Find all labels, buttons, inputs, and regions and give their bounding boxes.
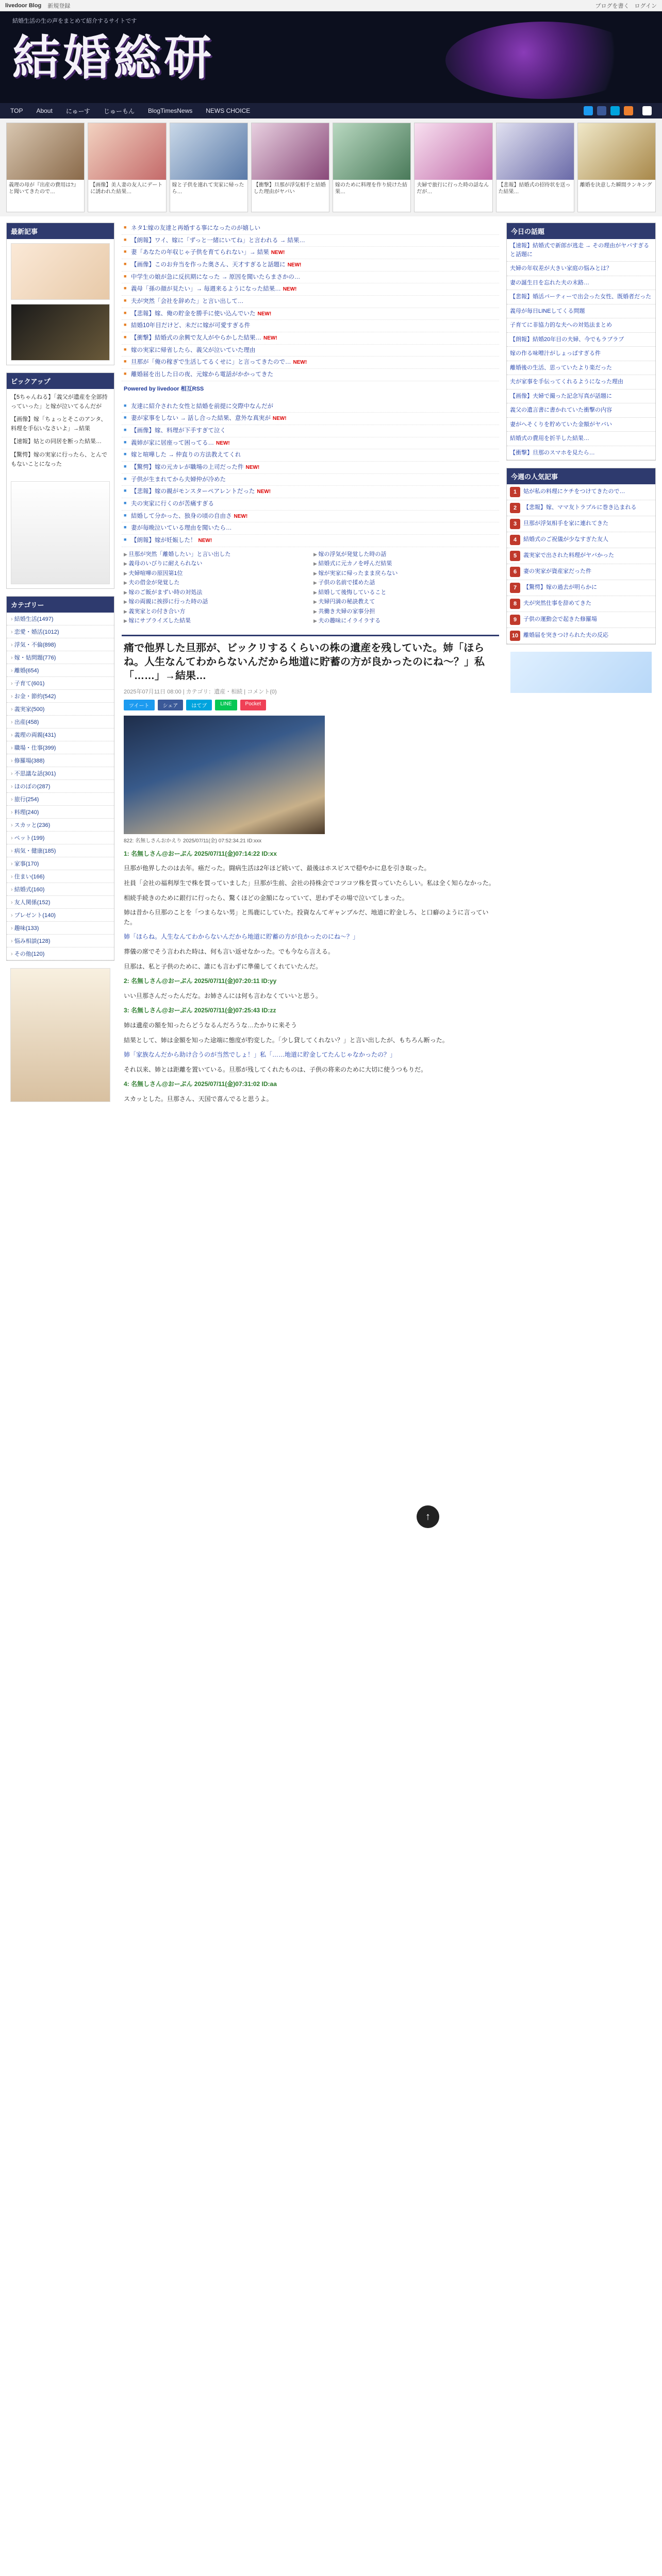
new-badge: NEW! [271, 250, 285, 256]
featured-thumb[interactable] [6, 123, 85, 212]
feed-item-title: 【朗報】ワイ、嫁に「ずっと一緒にいてね」と言われる → 結果… [131, 237, 305, 244]
news-item[interactable]: 妻の誕生日を忘れた夫の末路… [507, 276, 655, 291]
article-paragraph: 結果として、姉は金額を知った途端に態度が豹変した。「少し貸してくれない？」と言い出したが、もちろん断った。 [124, 1036, 449, 1044]
news-item[interactable]: 義母が毎日LINEしてくる問題 [507, 304, 655, 319]
category-link[interactable]: › 料理(240) [7, 806, 114, 819]
article [122, 635, 499, 1114]
category-link[interactable]: › ペット(199) [7, 832, 114, 844]
feed-item-title: 子供が生まれてから夫婦仲が冷めた [131, 476, 226, 483]
feed-item-title: 【悲報】嫁、俺の貯金を勝手に使い込んでいた [131, 310, 256, 317]
news-item[interactable]: 【朗報】結婚20年目の夫婦、今でもラブラブ [507, 333, 655, 347]
rank-number: 8 [510, 599, 520, 609]
signup-link[interactable]: 新規登録 [47, 3, 71, 9]
feed-item[interactable] [122, 332, 499, 345]
related-link[interactable]: ▶ 夫婦円満の秘訣教えて [313, 598, 497, 606]
thumb-caption: 【画像】美人妻の友人にデートに誘われた結果… [90, 182, 163, 195]
feed-item[interactable] [122, 401, 499, 413]
share-buttons [124, 700, 497, 710]
main-layout [0, 216, 662, 1114]
feed-item[interactable] [122, 308, 499, 320]
rank-number: 10 [510, 631, 520, 641]
nav-about[interactable]: About [36, 107, 53, 114]
rank-item[interactable] [507, 484, 655, 500]
feed-item-title: 妻「あなたの年収じゃ子供を育てられない」→ 結果 [131, 249, 269, 256]
article-paragraph: それ以来、姉とは距離を置いている。旦那が残してくれたものは、子供の将来のために大切に使うつもりだ。 [124, 1065, 427, 1073]
feed-item[interactable] [122, 437, 499, 450]
feed-item-title: 【画像】嫁、料理が下手すぎて泣く [131, 428, 226, 434]
rank-number: 4 [510, 535, 520, 545]
rank-number: 9 [510, 615, 520, 625]
recommend-box [6, 223, 114, 365]
related-link[interactable]: ▶ 義母のいびりに耐えられない [124, 560, 307, 568]
livedoor-logo[interactable]: livedoor Blog [5, 2, 42, 9]
rank-number: 6 [510, 567, 520, 577]
feed-item[interactable] [122, 522, 499, 535]
category-link[interactable]: › 結婚生活(1497) [7, 613, 114, 625]
news-item[interactable]: 夫婦の年収差が大きい家庭の悩みとは？ [507, 262, 655, 276]
rss-feed-list [122, 223, 499, 381]
featured-thumb[interactable] [414, 123, 492, 212]
article-paragraph: 姉は昔から旦那のことを「つまらない男」と馬鹿にしていた。投資なんてギャンブルだ、地道に貯金しろ、と口癖のように言っていた。 [124, 909, 489, 926]
thumb-image [7, 123, 84, 180]
facebook-share-button[interactable]: シェア [158, 700, 184, 710]
feed-item-title: 旦那が「俺の稼ぎで生活してるくせに」と言ってきたので… [131, 359, 291, 366]
feed-item[interactable] [122, 369, 499, 381]
rank-title: 夫が突然仕事を辞めてきた [523, 600, 591, 606]
feed-item[interactable] [122, 486, 499, 498]
feed-item[interactable] [122, 357, 499, 369]
thumb-image [578, 123, 655, 180]
category-link[interactable]: › ほのぼの(287) [7, 780, 114, 793]
category-link[interactable]: › 子育て(601) [7, 677, 114, 690]
line-share-button[interactable]: LINE [215, 700, 237, 710]
feed-item-title: 【驚愕】嫁の元カレが職場の上司だった件 [131, 464, 244, 471]
category-link[interactable]: › 不思議な話(301) [7, 767, 114, 780]
feed-item[interactable] [122, 413, 499, 425]
featured-thumb[interactable] [170, 123, 248, 212]
news-item[interactable]: 【悲報】婚活パーティーで出会った女性、既婚者だった [507, 290, 655, 304]
category-link[interactable]: › 離婚(654) [7, 664, 114, 677]
rank-number: 2 [510, 503, 520, 513]
thumb-caption: 【衝撃】旦那が浮気相手と結婚した理由がヤバい [253, 182, 326, 195]
thumb-caption: 夫婦で旅行に行った時の話なんだが… [417, 182, 489, 195]
new-badge: NEW! [257, 311, 272, 317]
feed-item-title: 友達に紹介された女性と結婚を前提に交際中なんだが [131, 403, 273, 410]
thumb-image [252, 123, 329, 180]
site-header [0, 11, 662, 103]
category-link[interactable]: › 恋愛・婚活(1012) [7, 625, 114, 638]
related-link[interactable]: ▶ 共働き夫婦の家事分担 [313, 607, 497, 616]
news-heading: 今日の話題 [507, 223, 655, 239]
category-link[interactable]: › その他(120) [7, 947, 114, 960]
rank-number: 7 [510, 583, 520, 593]
article-paragraph: 社員「会社の福利厚生で株を買っていました」旦那が生前、会社の持株会でコツコツ株を買っていたらしい。私は全く知らなかった。 [124, 879, 495, 887]
new-badge: NEW! [283, 286, 297, 293]
featured-thumbnails [0, 118, 662, 216]
rank-title: 【悲報】嫁、ママ友トラブルに巻き込まれる [523, 504, 637, 511]
new-badge: NEW! [198, 538, 212, 544]
nav-blogtimes[interactable]: BlogTimesNews [148, 107, 193, 114]
category-link[interactable]: › 義理の両親(431) [7, 728, 114, 741]
ad-banner[interactable] [10, 968, 110, 1102]
article-paragraph: スカッとした。旦那さん、天国で喜んでると思うよ。 [124, 1095, 273, 1103]
category-link[interactable]: › 出産(458) [7, 716, 114, 728]
rank-item[interactable] [507, 612, 655, 628]
rss-feed-list-2 [122, 401, 499, 547]
related-link[interactable]: ▶ 子供の名前で揉めた話 [313, 579, 497, 587]
category-link[interactable]: › 結婚式(160) [7, 883, 114, 896]
new-badge: NEW! [287, 262, 302, 268]
thumb-image [496, 123, 574, 180]
feed-item[interactable] [122, 462, 499, 474]
related-link[interactable]: ▶ 嫁にサプライズした結果 [124, 617, 307, 625]
feed-item[interactable] [122, 511, 499, 523]
response-header: 4: 名無しさん@おーぷん 2025/07/11(金)07:31:02 ID:aa [124, 1080, 277, 1088]
feed-item-title: 妻が家事をしない → 話し合った結果、意外な真実が [131, 415, 271, 422]
rank-title: 姑が私の料理にケチをつけてきたので… [523, 488, 625, 495]
category-link[interactable]: › お金・節約(542) [7, 690, 114, 703]
feed-item-title: 義姉が家に居座って困ってる… [131, 439, 214, 446]
news-item[interactable]: 結婚式の費用を折半した結果… [507, 432, 655, 446]
article-paragraph: 旦那が他界したのは去年。癌だった。闘病生活は2年ほど続いて、最後はホスピスで穏やかに息を引き取った。 [124, 865, 431, 872]
feed-item-title: 【朗報】嫁が妊娠した！ [131, 537, 196, 544]
category-link[interactable]: › スカッと(236) [7, 819, 114, 832]
related-link[interactable]: ▶ 義実家との付き合い方 [124, 607, 307, 616]
category-link[interactable]: › 旅行(254) [7, 793, 114, 806]
hatena-icon[interactable] [610, 106, 620, 115]
article-body [124, 849, 497, 1104]
category-box [6, 596, 114, 961]
article-paragraph: 相続手続きのために銀行に行ったら、驚くほどの金額になっていて、思わずその場で泣いてしまった。 [124, 894, 408, 902]
nav-newschoice[interactable]: NEWS CHOICE [206, 107, 251, 114]
hatebu-button[interactable]: はてブ [186, 700, 212, 710]
feed-item-title: 夫の実家に行くのが苦痛すぎる [131, 501, 214, 507]
pickup-item[interactable]: 【5ちゃんねる】「義父が遺産を全部持っていった」と嫁が泣いてるんだが [11, 394, 108, 410]
center-column [122, 223, 499, 1114]
feed-item[interactable] [122, 296, 499, 308]
feed-item-title: 結婚10年目だけど、未だに嫁が可愛すぎる件 [131, 323, 251, 329]
pocket-button[interactable]: Pocket [240, 700, 267, 710]
related-link[interactable]: ▶ 結婚式に元カノを呼んだ結果 [313, 560, 497, 568]
search-input[interactable] [642, 106, 652, 115]
article-quote: 姉「ほらね。人生なんてわからないんだから地道に貯蓄の方が良かったのにね～？」 [124, 933, 359, 941]
rank-item[interactable] [507, 564, 655, 580]
recommend-heading: 最新記事 [7, 223, 114, 239]
response-header: 2: 名無しさん@おーぷん 2025/07/11(金)07:20:11 ID:yy [124, 977, 277, 985]
new-badge: NEW! [257, 489, 271, 495]
rank-item[interactable] [507, 580, 655, 596]
thumb-image [415, 123, 492, 180]
related-link[interactable]: ▶ 夫婦喧嘩の原因第1位 [124, 569, 307, 578]
login-link[interactable]: ログイン [634, 3, 657, 9]
category-link[interactable]: › プレゼント(140) [7, 909, 114, 922]
news-item[interactable]: 義父の遺言書に書かれていた衝撃の内容 [507, 403, 655, 418]
article-paragraph: 葬儀の席でそう言われた時は、何も言い返せなかった。でも今なら言える。 [124, 947, 335, 955]
feed-item-title: 中学生の娘が急に反抗期になった → 原因を聞いたらまさかの… [131, 274, 301, 280]
thumb-image [170, 123, 247, 180]
social-links [584, 106, 652, 115]
feed-item[interactable] [122, 272, 499, 284]
site-title[interactable]: 結婚総研 [12, 30, 215, 86]
feed-item[interactable] [122, 498, 499, 511]
feed-item[interactable] [122, 283, 499, 296]
rank-title: 子供の運動会で起きた修羅場 [523, 616, 597, 622]
related-link[interactable]: ▶ 嫁が実家に帰ったまま戻らない [313, 569, 497, 578]
feed-item-title: 【悲報】嫁の親がモンスターペアレントだった [131, 488, 255, 495]
category-link[interactable]: › 家事(170) [7, 857, 114, 870]
rank-number: 5 [510, 551, 520, 561]
global-nav [0, 103, 662, 118]
featured-thumb[interactable] [333, 123, 411, 212]
feed-item-title: 【衝撃】結婚式の余興で友人がやらかした結果… [131, 335, 261, 342]
article-meta: 2025年07月11日 08:00 | カテゴリ：遺産・相続 | コメント(0) [124, 688, 277, 695]
category-link[interactable]: › 浮気・不倫(898) [7, 638, 114, 651]
news-item[interactable]: 子育てに非協力的な夫への対処法まとめ [507, 318, 655, 333]
rank-item[interactable] [507, 500, 655, 516]
category-link[interactable]: › 友人関係(152) [7, 896, 114, 909]
twitter-icon[interactable] [584, 106, 593, 115]
news-item[interactable]: 【画像】夫婦で撮った記念写真が話題に [507, 389, 655, 404]
category-link[interactable]: › 嫁・姑問題(776) [7, 651, 114, 664]
site-tagline: 結婚生活の生の声をまとめて紹介するサイトです [12, 18, 137, 24]
rank-item[interactable] [507, 532, 655, 548]
new-badge: NEW! [293, 360, 307, 366]
category-link[interactable]: › 義実家(500) [7, 703, 114, 716]
feed-item[interactable] [122, 425, 499, 437]
article-quote: 姉「家族なんだから助け合うのが当然でしょ！」私「……地道に貯金してたんじゃなかったの？」 [124, 1051, 396, 1059]
ad-banner[interactable] [11, 304, 110, 361]
rss-icon[interactable] [624, 106, 633, 115]
new-badge: NEW! [245, 465, 260, 471]
rank-number: 1 [510, 487, 520, 497]
thumb-caption: 義理の母が『出産の費用は?』と聞いてきたので… [9, 182, 79, 195]
article-title[interactable]: 痛で他界した旦那が、ビックリするくらいの株の遺産を残していた。姉「ほらね。人生なんてわからないんだから地道に貯蓄の方が良かったのにね～？」私「……」→結果… [124, 642, 485, 682]
feed-item[interactable] [122, 474, 499, 486]
category-link[interactable]: › 住まい(166) [7, 870, 114, 883]
feed-item-title: 【画像】このお弁当を作った奥さん、天才すぎると話題に [131, 262, 286, 268]
category-link[interactable]: › 悩み相談(128) [7, 935, 114, 947]
left-sidebar [6, 223, 114, 1114]
pickup-box [6, 372, 114, 589]
news-item[interactable]: 夫が家事を手伝ってくれるようになった理由 [507, 375, 655, 389]
response-header: 3: 名無しさん@おーぷん 2025/07/11(金)07:25:43 ID:zz [124, 1007, 276, 1014]
feed-item[interactable] [122, 259, 499, 272]
rank-item[interactable] [507, 628, 655, 644]
rank-title: 結婚式のご祝儀が少なすぎた友人 [523, 536, 608, 543]
feed-item[interactable] [122, 247, 499, 259]
pickup-item[interactable]: 【画像】嫁「ちょっとそこのアンタ、料理を手伝いなさいよ」→結果 [11, 416, 107, 432]
rank-item[interactable] [507, 548, 655, 564]
feed-item-title: 夫が突然「会社を辞めた」と言い出して… [131, 298, 244, 305]
news-box [506, 223, 656, 461]
new-badge: NEW! [234, 513, 248, 519]
featured-thumb[interactable] [496, 123, 574, 212]
related-link[interactable]: ▶ 夫の借金が発覚した [124, 579, 307, 587]
news-item[interactable]: 離婚後の生活、思っていたより楽だった [507, 361, 655, 376]
response-header: 1: 名無しさん@おーぷん 2025/07/11(金)07:14:22 ID:xx [124, 850, 277, 857]
feed-item-title: 嫁の実家に帰省したら、義父が泣いていた理由 [131, 347, 256, 353]
feed-item-title: 妻が毎晩泣いている理由を聞いたら… [131, 525, 232, 532]
feed-item[interactable] [122, 535, 499, 547]
nav-order[interactable]: じゅーもん [103, 107, 135, 115]
featured-thumb[interactable] [251, 123, 329, 212]
featured-thumb[interactable] [88, 123, 166, 212]
rank-title: 義実家で出された料理がヤバかった [523, 552, 614, 558]
rank-title: 離婚届を突きつけられた夫の反応 [523, 632, 608, 638]
feed-item-title: 離婚届を出した日の夜、元嫁から電話がかかってきた [131, 371, 273, 378]
category-link[interactable]: › 職場・仕事(399) [7, 741, 114, 754]
rank-title: 【驚愕】嫁の過去が明らかに [523, 584, 597, 590]
article-image-caption: 822: 名無しさんおかえり 2025/07/11(金) 07:52:34.21 ID:xxx [124, 838, 262, 844]
news-item[interactable]: 嫁の作る味噌汁がしょっぱすぎる件 [507, 347, 655, 361]
related-links-grid [122, 547, 499, 629]
thumb-caption: 【悲報】結婚式の招待状を送った結果… [498, 182, 571, 195]
pickup-item[interactable]: 【速報】姑との同居を断った結果… [11, 438, 102, 445]
thumb-caption: 離婚を決意した瞬間ランキング [580, 182, 652, 188]
related-link[interactable]: ▶ 夫の趣味にイライラする [313, 617, 497, 625]
thumb-caption: 嫁のために料理を作り続けた結果… [335, 182, 407, 195]
category-link[interactable]: › 病気・健康(185) [7, 844, 114, 857]
nav-news[interactable]: にゅーす [65, 107, 90, 115]
feed-item[interactable] [122, 449, 499, 462]
nav-top[interactable]: TOP [10, 107, 23, 114]
feed-item-title: 嫁と喧嘩した → 仲直りの方法教えてくれ [131, 452, 241, 459]
related-link[interactable]: ▶ 嫁の浮気が発覚した時の話 [313, 550, 497, 559]
news-item[interactable]: 【衝撃】旦那のスマホを見たら… [507, 446, 655, 461]
scroll-to-top-button[interactable]: ↑ [417, 1505, 439, 1528]
feed-item[interactable] [122, 223, 499, 235]
pickup-item[interactable]: 【驚愕】嫁の実家に行ったら、とんでもないことになった [11, 451, 107, 467]
right-sidebar [506, 223, 656, 1114]
thumb-image [333, 123, 410, 180]
related-link[interactable]: ▶ 結婚して後悔していること [313, 588, 497, 597]
ranking-box [506, 468, 656, 645]
related-link[interactable]: ▶ 旦那が突然「離婚したい」と言い出した [124, 550, 307, 559]
write-blog-link[interactable]: ブログを書く [595, 3, 630, 9]
rank-number: 3 [510, 519, 520, 529]
feed-item-title: ネタ1:嫁の友達と再婚する事になったのが嬉しい [131, 225, 261, 231]
article-paragraph: いい旦那さんだったんだな。お姉さんには何も言わなくていいと思う。 [124, 992, 322, 999]
ad-banner[interactable] [510, 652, 652, 693]
news-item[interactable]: 【速報】結婚式で新郎が逃走 → その理由がヤバすぎると話題に [507, 239, 655, 262]
tweet-button[interactable]: ツイート [124, 700, 155, 710]
article-paragraph: 旦那は、私と子供のために、誰にも言わずに準備してくれていたんだ。 [124, 962, 322, 970]
feed-item-title: 結婚して分かった、独身の頃の自由さ [131, 513, 232, 519]
news-item[interactable]: 妻がへそくりを貯めていた金額がヤバい [507, 418, 655, 432]
powered-by-link[interactable]: Powered by livedoor 相互RSS [124, 385, 204, 392]
facebook-icon[interactable] [597, 106, 606, 115]
new-badge: NEW! [272, 416, 287, 422]
ranking-heading: 今週の人気記事 [507, 468, 655, 484]
thumb-caption: 嫁と子供を連れて実家に帰ったら… [172, 182, 244, 195]
pickup-heading: ピックアップ [7, 373, 114, 389]
rank-title: 妻の実家が資産家だった件 [523, 568, 591, 574]
ad-banner[interactable] [11, 243, 110, 300]
new-badge: NEW! [263, 335, 277, 342]
related-link[interactable]: ▶ 嫁のご飯がまずい時の対処法 [124, 588, 307, 597]
feed-item-title: 義母「孫の顔が見たい」→ 毎週来るようになった結果… [131, 286, 281, 293]
top-utility-bar [0, 0, 662, 11]
category-heading: カテゴリー [7, 597, 114, 613]
rank-title: 旦那が浮気相手を家に連れてきた [523, 520, 608, 527]
ad-banner[interactable] [11, 481, 110, 584]
featured-thumb[interactable] [577, 123, 656, 212]
feed-item[interactable] [122, 235, 499, 247]
new-badge: NEW! [216, 440, 230, 446]
feed-item[interactable] [122, 345, 499, 357]
thumb-image [88, 123, 166, 180]
related-link[interactable]: ▶ 嫁の両親に挨拶に行った時の話 [124, 598, 307, 606]
article-image [124, 716, 325, 834]
rank-item[interactable] [507, 516, 655, 532]
feed-item[interactable] [122, 320, 499, 332]
category-link[interactable]: › 修羅場(388) [7, 754, 114, 767]
article-paragraph: 姉は遺産の額を知ったらどうなるんだろうな…たかりに来そう [124, 1021, 297, 1029]
rank-item[interactable] [507, 596, 655, 612]
category-link[interactable]: › 趣味(133) [7, 922, 114, 935]
